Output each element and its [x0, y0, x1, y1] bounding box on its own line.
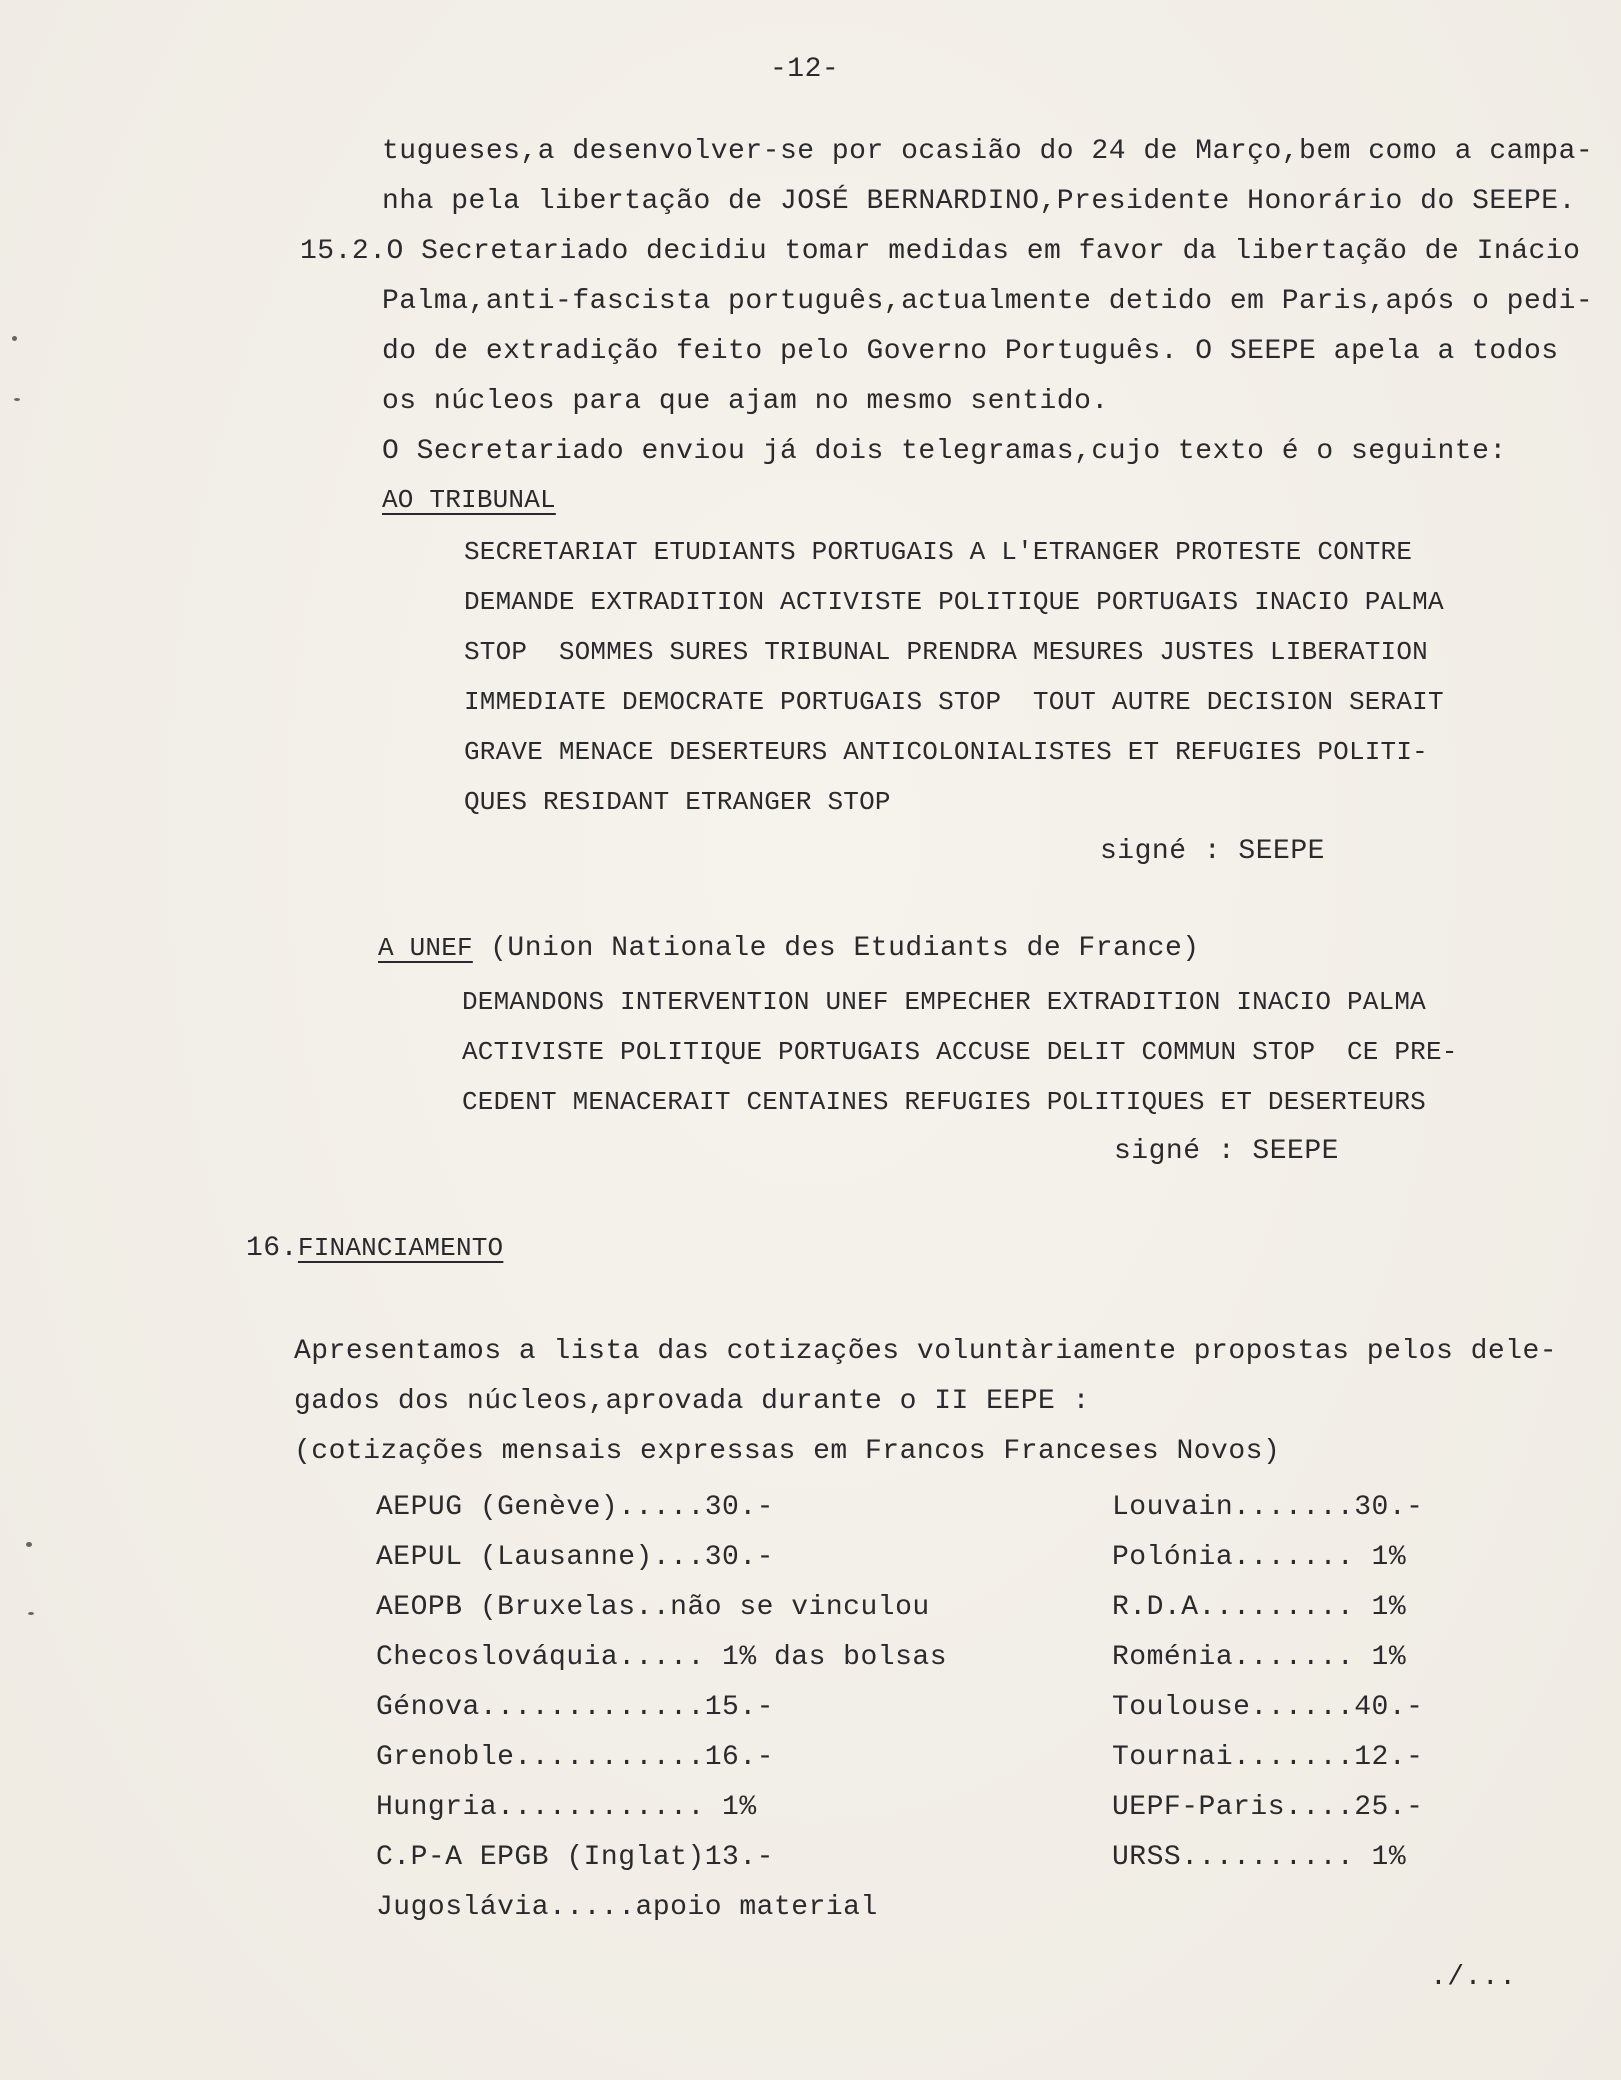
contribution-item: R.D.A......... 1%: [1112, 1592, 1407, 1623]
body-line: 15.2.O Secretariado decidiu tomar medidas em favor da libertação de Inácio: [300, 236, 1581, 267]
contribution-item: Génova.............15.-: [376, 1692, 774, 1723]
margin-mark: [28, 1612, 34, 1615]
telegram-line: STOP SOMMES SURES TRIBUNAL PRENDRA MESURES JUSTES LIBERATION: [464, 637, 1428, 667]
continuation-mark: ./...: [1430, 1962, 1517, 1993]
body-line: Palma,anti-fascista português,actualmente detido em Paris,após o pedi-: [382, 286, 1594, 317]
contribution-item: AEPUG (Genève).....30.-: [376, 1492, 774, 1523]
contribution-item: Roménia....... 1%: [1112, 1642, 1407, 1673]
body-line: Apresentamos a lista das cotizações voluntàriamente propostas pelos dele-: [294, 1336, 1558, 1367]
section-title: FINANCIAMENTO: [297, 1233, 504, 1263]
telegram-heading-unef-label: A UNEF: [378, 933, 473, 963]
contribution-item: Louvain.......30.-: [1112, 1492, 1424, 1523]
body-line: os núcleos para que ajam no mesmo sentido.: [382, 386, 1109, 417]
body-line: do de extradição feito pelo Governo Português. O SEEPE apela a todos: [382, 336, 1559, 367]
contribution-item: C.P-A EPGB (Inglat)13.-: [376, 1842, 774, 1873]
section-heading: [246, 1230, 503, 1267]
contribution-item: UEPF-Paris....25.-: [1112, 1792, 1424, 1823]
telegram-heading-unef-note: (Union Nationale des Etudiants de France): [472, 933, 1200, 964]
contribution-item: Tournai.......12.-: [1112, 1742, 1424, 1773]
telegram-signature: signé : SEEPE: [1100, 836, 1325, 867]
body-line: tugueses,a desenvolver-se por ocasião do 24 de Março,bem como a campa-: [382, 136, 1594, 167]
margin-mark: [12, 336, 17, 341]
contribution-item: AEPUL (Lausanne)...30.-: [376, 1542, 774, 1573]
telegram-heading-unef: [378, 930, 1200, 967]
telegram-line: SECRETARIAT ETUDIANTS PORTUGAIS A L'ETRANGER PROTESTE CONTRE: [464, 537, 1413, 567]
body-line: (cotizações mensais expressas em Francos Franceses Novos): [294, 1436, 1281, 1467]
contribution-item: Checoslováquia..... 1% das bolsas: [376, 1642, 947, 1673]
page-number: -12-: [770, 54, 840, 85]
telegram-line: DEMANDE EXTRADITION ACTIVISTE POLITIQUE PORTUGAIS INACIO PALMA: [464, 587, 1444, 617]
telegram-line: ACTIVISTE POLITIQUE PORTUGAIS ACCUSE DELIT COMMUN STOP CE PRE-: [462, 1037, 1458, 1067]
telegram-line: QUES RESIDANT ETRANGER STOP: [464, 787, 891, 817]
section-number: 16.: [246, 1233, 298, 1264]
margin-mark: [26, 1542, 32, 1547]
contribution-item: URSS.......... 1%: [1112, 1842, 1407, 1873]
margin-mark: [14, 398, 20, 401]
body-line: O Secretariado enviou já dois telegramas,cujo texto é o seguinte:: [382, 436, 1507, 467]
contribution-item: AEOPB (Bruxelas..não se vinculou: [376, 1592, 930, 1623]
body-line: gados dos núcleos,aprovada durante o II EEPE :: [294, 1386, 1090, 1417]
telegram-heading-tribunal: AO TRIBUNAL: [382, 485, 556, 515]
body-line: nha pela libertação de JOSÉ BERNARDINO,Presidente Honorário do SEEPE.: [382, 186, 1576, 217]
contribution-item: Toulouse......40.-: [1112, 1692, 1424, 1723]
contribution-item: Hungria............ 1%: [376, 1792, 757, 1823]
telegram-line: CEDENT MENACERAIT CENTAINES REFUGIES POLITIQUES ET DESERTEURS: [462, 1087, 1426, 1117]
telegram-line: GRAVE MENACE DESERTEURS ANTICOLONIALISTES ET REFUGIES POLITI-: [464, 737, 1428, 767]
telegram-signature: signé : SEEPE: [1114, 1136, 1339, 1167]
contribution-item: Grenoble...........16.-: [376, 1742, 774, 1773]
contribution-item: Jugoslávia.....apoio material: [376, 1892, 878, 1923]
telegram-line: DEMANDONS INTERVENTION UNEF EMPECHER EXTRADITION INACIO PALMA: [462, 987, 1426, 1017]
contribution-item: Polónia....... 1%: [1112, 1542, 1407, 1573]
telegram-line: IMMEDIATE DEMOCRATE PORTUGAIS STOP TOUT AUTRE DECISION SERAIT: [464, 687, 1444, 717]
